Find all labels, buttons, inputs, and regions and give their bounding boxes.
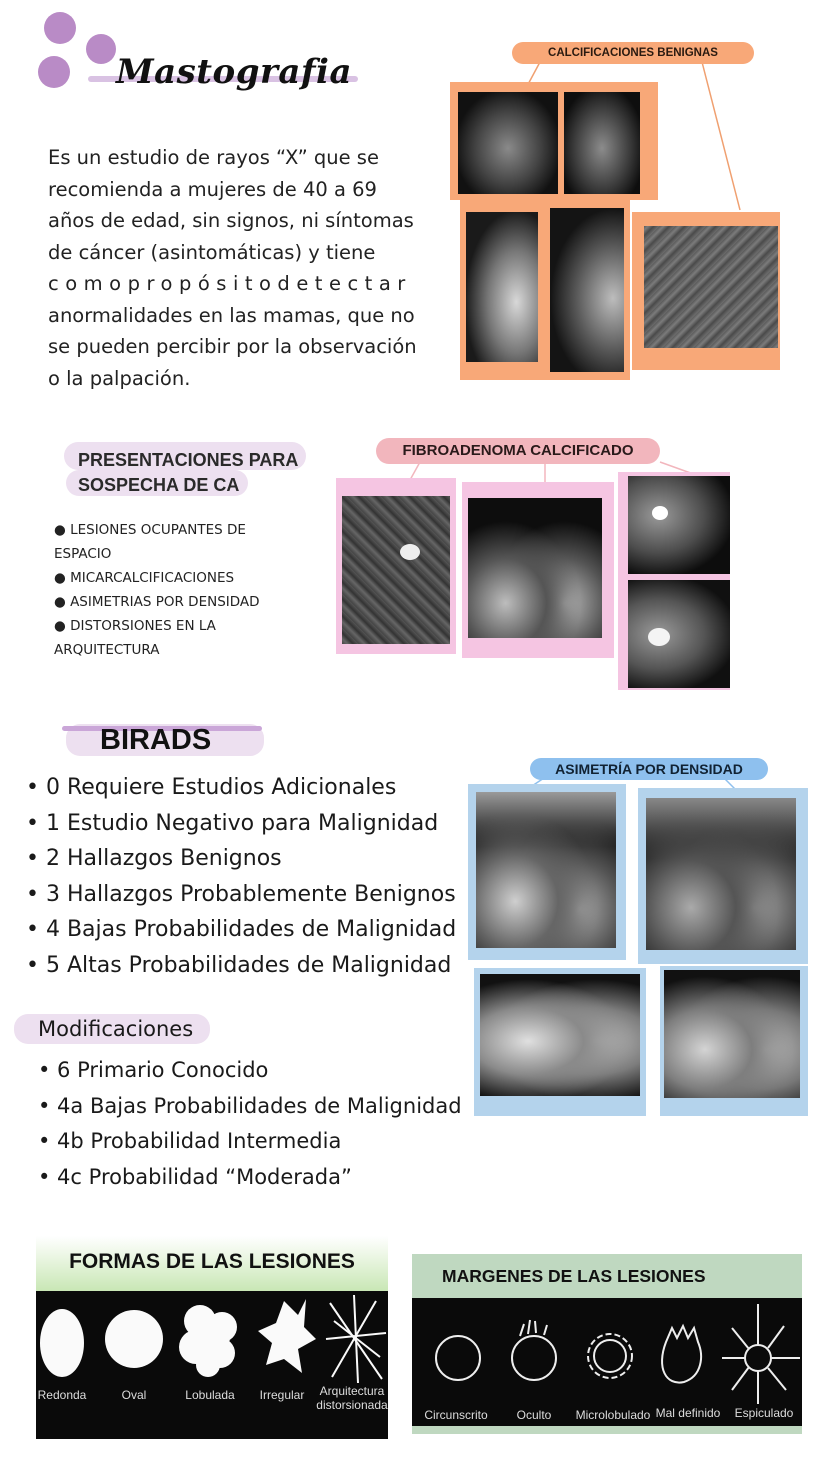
- presentaciones-title-line: PRESENTACIONES PARA: [78, 450, 299, 470]
- formas-title: FORMAS DE LAS LESIONES: [69, 1250, 355, 1273]
- xray-image: [628, 580, 730, 688]
- presentaciones-title: [78, 448, 298, 498]
- list-item: • 6 Primario Conocido: [38, 1058, 269, 1082]
- intro-line: recomienda a mujeres de 40 a 69: [48, 177, 377, 201]
- margenes-figure: [412, 1254, 802, 1434]
- list-item: • 4c Probabilidad “Moderada”: [38, 1164, 352, 1189]
- intro-line: anormalidades en las mamas, que no: [48, 303, 415, 327]
- margin-label: Microlobulado: [575, 1408, 651, 1422]
- xray-image: [550, 208, 624, 372]
- presentaciones-title-line: SOSPECHA DE CA: [78, 475, 240, 495]
- margin-label: Circunscrito: [424, 1408, 488, 1422]
- ill-defined-margin-icon: [662, 1326, 701, 1383]
- round-shape-icon: [40, 1309, 84, 1377]
- intro-line: se pueden percibir por la observación: [48, 335, 417, 358]
- list-item: • 4b Probabilidad Intermedia: [38, 1129, 342, 1153]
- label-fibroadenoma-calcificado: FIBROADENOMA CALCIFICADO: [376, 438, 660, 464]
- modificaciones-list: [38, 1053, 462, 1195]
- list-item: • 0 Requiere Estudios Adicionales: [26, 775, 397, 800]
- xray-image: [468, 498, 602, 638]
- list-item: • 3 Hallazgos Probablemente Benignos: [26, 881, 456, 907]
- xray-image: [664, 970, 800, 1098]
- lobulated-shape-icon: [179, 1305, 237, 1377]
- margin-label: Mal definido: [655, 1406, 721, 1420]
- list-item: • 1 Estudio Negativo para Malignidad: [26, 810, 439, 836]
- xray-image: [458, 92, 558, 194]
- intro-line: comopropósitodetectar: [48, 272, 412, 295]
- shape-label: Arquitectura distorsionada: [316, 1384, 388, 1412]
- xray-image: [564, 92, 640, 194]
- microlobulated-margin-icon: [588, 1334, 632, 1378]
- intro-line: años de edad, sin signos, ni síntomas: [48, 209, 414, 232]
- lesion-shapes: [36, 1291, 388, 1439]
- margin-label: Oculto: [516, 1408, 552, 1422]
- list-item: • 4 Bajas Probabilidades de Malignidad: [26, 917, 457, 942]
- oval-shape-icon: [105, 1310, 163, 1368]
- intro-line: o la palpación.: [48, 366, 191, 390]
- list-item: • 5 Altas Probabilidades de Malignidad: [26, 952, 452, 978]
- page-title: Mastografia: [116, 52, 352, 92]
- circumscribed-margin-icon: [436, 1336, 480, 1380]
- xray-image: [628, 476, 730, 574]
- intro-line: de cáncer (asintomáticas) y tiene: [48, 240, 376, 264]
- irregular-shape-icon: [258, 1299, 316, 1373]
- list-item: ● MICARCALCIFICACIONES: [54, 570, 235, 586]
- birads-title: BIRADS: [100, 724, 212, 756]
- xray-image: [476, 792, 616, 948]
- modificaciones-title: Modificaciones: [38, 1017, 194, 1041]
- xray-image: [644, 226, 778, 348]
- list-item: ● DISTORSIONES EN LA: [54, 618, 216, 634]
- intro-line: Es un estudio de rayos “X” que se: [48, 146, 379, 169]
- list-item: • 4a Bajas Probabilidades de Malignidad: [38, 1093, 462, 1118]
- distorted-architecture-icon: [326, 1295, 386, 1383]
- list-item: • 2 Hallazgos Benignos: [26, 846, 282, 871]
- shape-label: Lobulada: [185, 1388, 235, 1402]
- formas-figure: [36, 1236, 388, 1439]
- obscured-margin-icon: [512, 1320, 556, 1380]
- decorative-dot: [38, 56, 70, 88]
- xray-image: [342, 496, 450, 644]
- margenes-title: MARGENES DE LAS LESIONES: [442, 1266, 706, 1286]
- decorative-dot: [44, 12, 76, 44]
- list-item: ESPACIO: [54, 546, 112, 562]
- shape-label: Irregular: [259, 1388, 305, 1402]
- xray-image: [466, 212, 538, 362]
- margin-label: Espiculado: [734, 1406, 794, 1420]
- list-item: ● LESIONES OCUPANTES DE: [54, 522, 246, 538]
- margin-shapes: [412, 1298, 802, 1408]
- presentaciones-list: [54, 518, 304, 662]
- list-item: ARQUITECTURA: [54, 642, 160, 658]
- xray-image: [480, 974, 640, 1096]
- label-asimetria-por-densidad: ASIMETRÍA POR DENSIDAD: [530, 758, 768, 780]
- shape-label: Oval: [121, 1388, 147, 1402]
- label-calcificaciones-benignas: CALCIFICACIONES BENIGNAS: [512, 42, 754, 64]
- spiculated-margin-icon: [722, 1304, 800, 1404]
- xray-image: [646, 798, 796, 950]
- intro-paragraph: [48, 142, 417, 394]
- margenes-footer: [412, 1426, 802, 1434]
- shape-label: Redonda: [37, 1388, 87, 1402]
- birads-list: [26, 770, 456, 983]
- list-item: ● ASIMETRIAS POR DENSIDAD: [54, 594, 260, 610]
- decorative-dot: [86, 34, 116, 64]
